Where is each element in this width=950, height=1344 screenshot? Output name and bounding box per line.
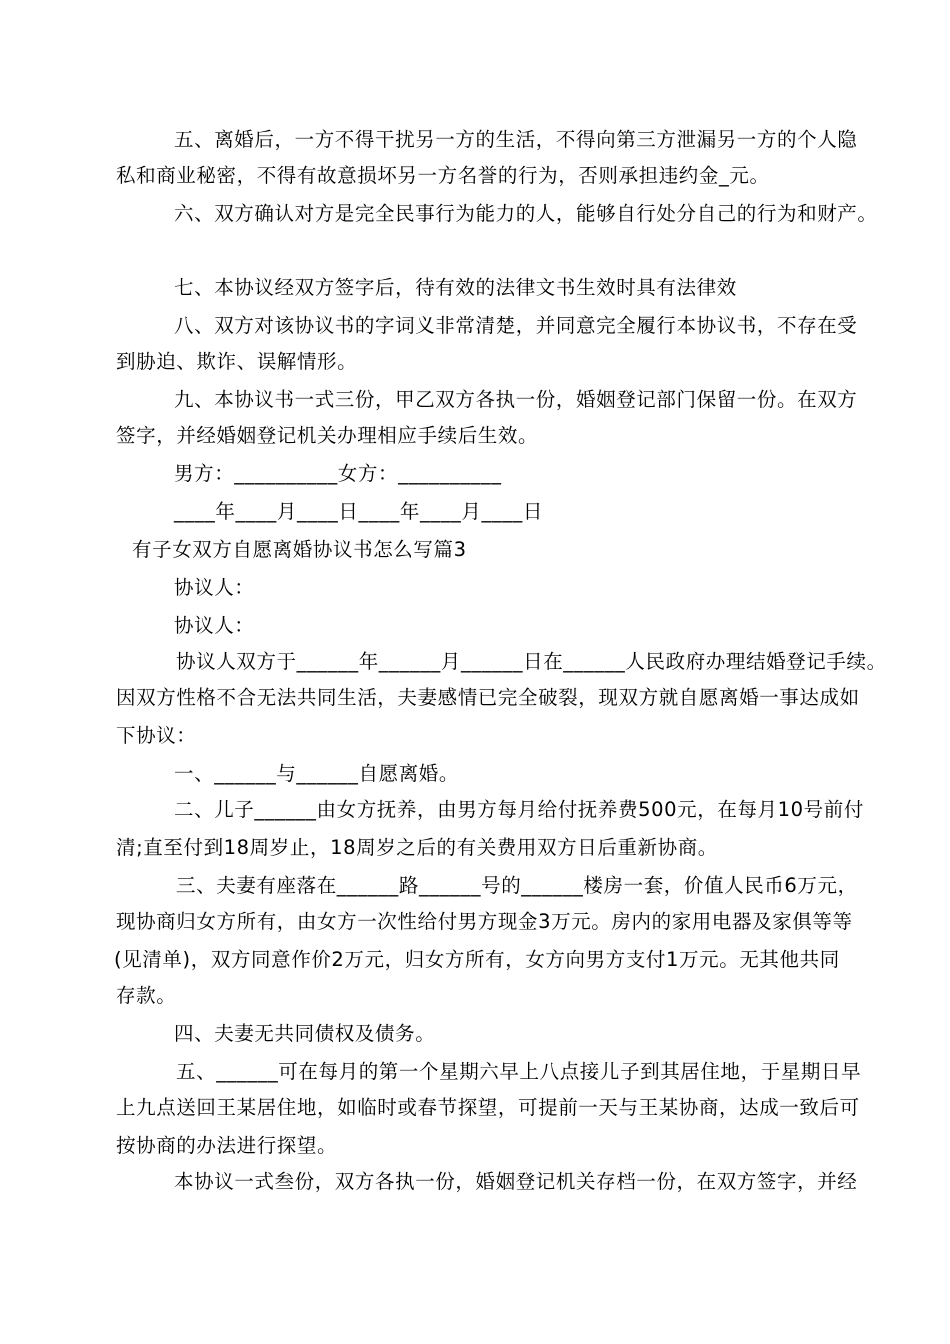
article-3-line-2: 现协商归女方所有，由女方一次性给付男方现金3万元。房内的家用电器及家俱等等 <box>116 910 853 933</box>
clause-7: 七、本协议经双方签字后，待有效的法律文书生效时具有法律效 <box>174 276 737 299</box>
section-heading: 有子女双方自愿离婚协议书怎么写篇3 <box>132 538 467 561</box>
closing-line: 本协议一式叁份，双方各执一份，婚姻登记机关存档一份，在双方签字，并经 <box>174 1170 858 1193</box>
clause-9-line-1: 九、本协议书一式三份，甲乙双方各执一份，婚姻登记部门保留一份。在双方 <box>174 388 858 411</box>
article-4: 四、夫妻无共同债权及债务。 <box>174 1022 436 1045</box>
article-3-line-1: 三、夫妻有座落在______路______号的______楼房一套，价值人民币6万元， <box>176 874 858 897</box>
article-5-line-1: 五、______可在每月的第一个星期六早上八点接儿子到其居住地，于星期日早 <box>176 1060 862 1083</box>
preamble-line-3: 下协议： <box>116 724 197 747</box>
preamble-line-1: 协议人双方于______年______月______日在______人民政府办理结婚登记手续。 <box>176 650 887 673</box>
clause-9-line-2: 签字，并经婚姻登记机关办理相应手续后生效。 <box>116 424 539 447</box>
date-line: ____年____月____日____年____月____日 <box>174 500 543 523</box>
party-line-1: 协议人： <box>174 576 255 599</box>
signature-line: 男方：__________女方：__________ <box>174 462 502 485</box>
article-2-line-2: 清;直至付到18周岁止，18周岁之后的有关费用双方日后重新协商。 <box>116 836 718 859</box>
clause-6: 六、双方确认对方是完全民事行为能力的人，能够自行处分自己的行为和财产。 <box>174 202 878 225</box>
clause-5-line-2: 私和商业秘密，不得有故意损坏另一方名誉的行为，否则承担违约金_元。 <box>116 164 770 187</box>
article-5-line-3: 按协商的办法进行探望。 <box>116 1134 338 1157</box>
article-2-line-1: 二、儿子______由女方抚养，由男方每月给付抚养费500元，在每月10号前付 <box>174 798 864 821</box>
party-line-2: 协议人： <box>174 614 255 637</box>
clause-8-line-1: 八、双方对该协议书的字词义非常清楚，并同意完全履行本协议书，不存在受 <box>174 314 858 337</box>
clause-5-line-1: 五、离婚后，一方不得干扰另一方的生活，不得向第三方泄漏另一方的个人隐 <box>174 128 858 151</box>
article-3-line-3: (见清单)，双方同意作价2万元，归女方所有，女方向男方支付1万元。无其他共同 <box>114 948 840 971</box>
article-1: 一、______与______自愿离婚。 <box>174 762 459 785</box>
article-5-line-2: 上九点送回王某居住地，如临时或春节探望，可提前一天与王某协商，达成一致后可 <box>116 1096 860 1119</box>
article-3-line-4: 存款。 <box>116 984 177 1007</box>
clause-8-line-2: 到胁迫、欺诈、误解情形。 <box>116 350 358 373</box>
preamble-line-2: 因双方性格不合无法共同生活，夫妻感情已完全破裂，现双方就自愿离婚一事达成如 <box>116 686 860 709</box>
